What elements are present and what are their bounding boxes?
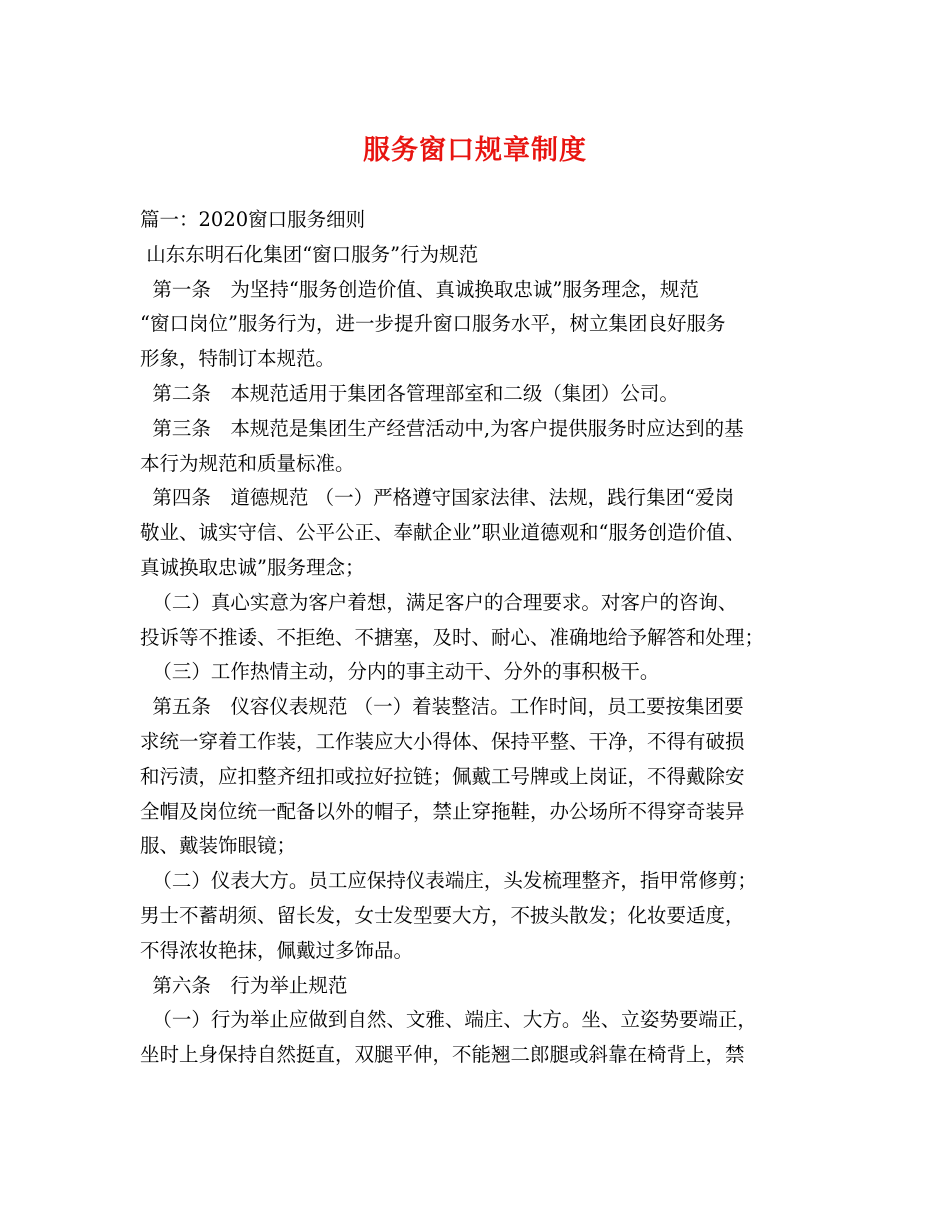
document-title: 服务窗口规章制度	[363, 135, 587, 166]
body-line: 男士不蓄胡须、留长发，女士发型要大方，不披头散发；化妆要适度，	[140, 903, 745, 927]
body-line: 坐时上身保持自然挺直，双腿平伸，不能翘二郎腿或斜靠在椅背上，禁	[140, 1043, 745, 1067]
document-body	[140, 203, 830, 1073]
body-line: （二）真心实意为客户着想，满足客户的合理要求。对客户的咨询、	[140, 590, 738, 614]
body-line: （二）仪表大方。员工应保持仪表端庄，头发梳理整齐，指甲常修剪；	[140, 869, 757, 893]
body-line: 第三条 本规范是集团生产经营活动中,为客户提供服务时应达到的基	[140, 416, 744, 440]
body-line: 形象，特制订本规范。	[140, 347, 336, 371]
body-line: 投诉等不推诿、不拒绝、不搪塞，及时、耐心、准确地给予解答和处理；	[140, 625, 765, 649]
body-line: （三）工作热情主动，分内的事主动干、分外的事积极干。	[140, 660, 660, 684]
body-line: （一）行为举止应做到自然、文雅、端庄、大方。坐、立姿势要端正，	[140, 1008, 757, 1032]
body-line: 真诚换取忠诚”服务理念；	[140, 555, 365, 579]
body-line: 敬业、诚实守信、公平公正、奉献企业”职业道德观和“服务创造价值、	[140, 521, 745, 545]
body-line: 第五条 仪容仪表规范 （一）着装整洁。工作时间，员工要按集团要	[140, 695, 744, 719]
body-line: 山东东明石化集团“窗口服务”行为规范	[140, 242, 479, 266]
body-line: 第一条 为坚持“服务创造价值、真诚换取忠诚”服务理念，规范	[140, 277, 699, 301]
body-line: 不得浓妆艳抹，佩戴过多饰品。	[140, 938, 414, 962]
body-line: 第四条 道德规范 （一）严格遵守国家法律、法规，践行集团“爱岗	[140, 486, 735, 510]
body-line: 全帽及岗位统一配备以外的帽子，禁止穿拖鞋，办公场所不得穿奇装异	[140, 799, 745, 823]
body-line: 和污渍，应扣整齐纽扣或拉好拉链；佩戴工号牌或上岗证，不得戴除安	[140, 764, 745, 788]
body-line: 本行为规范和质量标准。	[140, 451, 355, 475]
body-line: 服、戴装饰眼镜；	[140, 834, 297, 858]
body-line: 求统一穿着工作装，工作装应大小得体、保持平整、干净，不得有破损	[140, 729, 745, 753]
body-line: 第六条 行为举止规范	[140, 973, 348, 997]
body-line: 第二条 本规范适用于集团各管理部室和二级（集团）公司。	[140, 381, 679, 405]
body-line: “窗口岗位”服务行为，进一步提升窗口服务水平，树立集团良好服务	[140, 312, 726, 336]
body-line: 篇一：2020窗口服务细则	[140, 208, 366, 231]
